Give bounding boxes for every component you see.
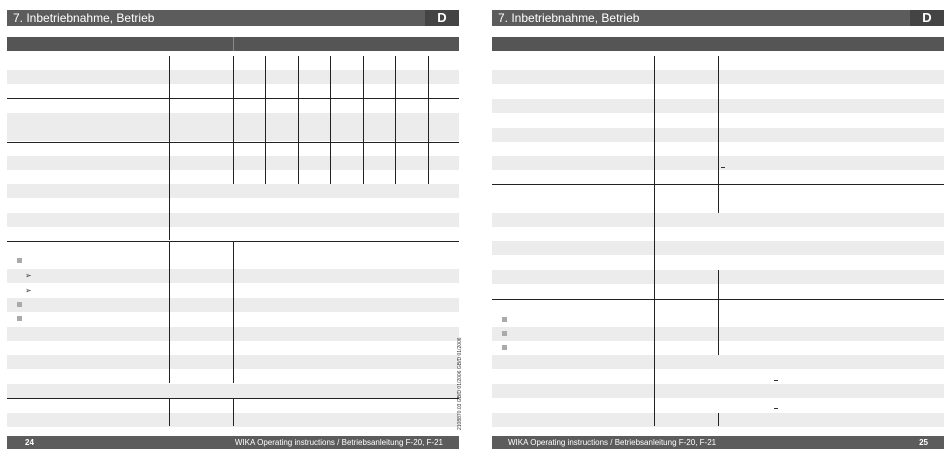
- language-badge: D: [425, 10, 459, 26]
- column-divider: [169, 56, 170, 240]
- table-row: [492, 384, 944, 398]
- page-footer: [7, 436, 459, 449]
- column-divider: [233, 56, 234, 184]
- header-title: 7. Inbetriebnahme, Betrieb: [13, 11, 155, 25]
- dash-mark: [774, 380, 778, 381]
- document-code: 2108870.03 GB/D 01/2006 GB/D 01/2006: [457, 337, 463, 430]
- column-divider: [233, 399, 234, 426]
- right-page: [492, 0, 944, 460]
- column-divider: [718, 56, 719, 213]
- arrow-bullet-icon: ➢: [25, 271, 32, 280]
- table-header-bar: [7, 37, 459, 51]
- left-page: [7, 0, 459, 460]
- column-divider: [233, 241, 234, 383]
- list-bullet: [502, 317, 507, 322]
- header-title: 7. Inbetriebnahme, Betrieb: [498, 11, 640, 25]
- column-divider: [718, 413, 719, 426]
- column-divider: [428, 56, 429, 184]
- column-divider: [265, 56, 266, 184]
- dash-mark: [721, 167, 725, 168]
- table-row: [7, 184, 459, 198]
- page-number: 24: [25, 438, 34, 447]
- footer-text: WIKA Operating instructions / Betriebsanleitung F-20, F-21: [234, 438, 443, 447]
- arrow-bullet-icon: ➢: [25, 286, 32, 295]
- table-row: [492, 241, 944, 255]
- footer-text: WIKA Operating instructions / Betriebsanleitung F-20, F-21: [508, 438, 717, 447]
- page-footer: [492, 436, 944, 449]
- header-separator: [233, 37, 234, 51]
- list-bullet: [17, 258, 22, 263]
- dash-mark: [774, 408, 778, 409]
- list-bullet: [17, 302, 22, 307]
- column-divider: [363, 56, 364, 184]
- list-bullet: [502, 345, 507, 350]
- table-row: [492, 213, 944, 227]
- list-bullet: [17, 316, 22, 321]
- table-row: [7, 213, 459, 227]
- table-row: [7, 384, 459, 398]
- column-divider: [718, 270, 719, 355]
- column-divider: [298, 56, 299, 184]
- page-header: [7, 10, 459, 26]
- list-bullet: [502, 331, 507, 336]
- column-divider: [330, 56, 331, 184]
- column-divider: [395, 56, 396, 184]
- page-header: [492, 10, 944, 26]
- table-header-bar: [492, 37, 944, 51]
- column-divider: [654, 56, 655, 426]
- column-divider: [169, 399, 170, 426]
- column-divider: [169, 241, 170, 383]
- page-number: 25: [919, 438, 928, 447]
- language-badge: D: [910, 10, 944, 26]
- table-row: [492, 355, 944, 369]
